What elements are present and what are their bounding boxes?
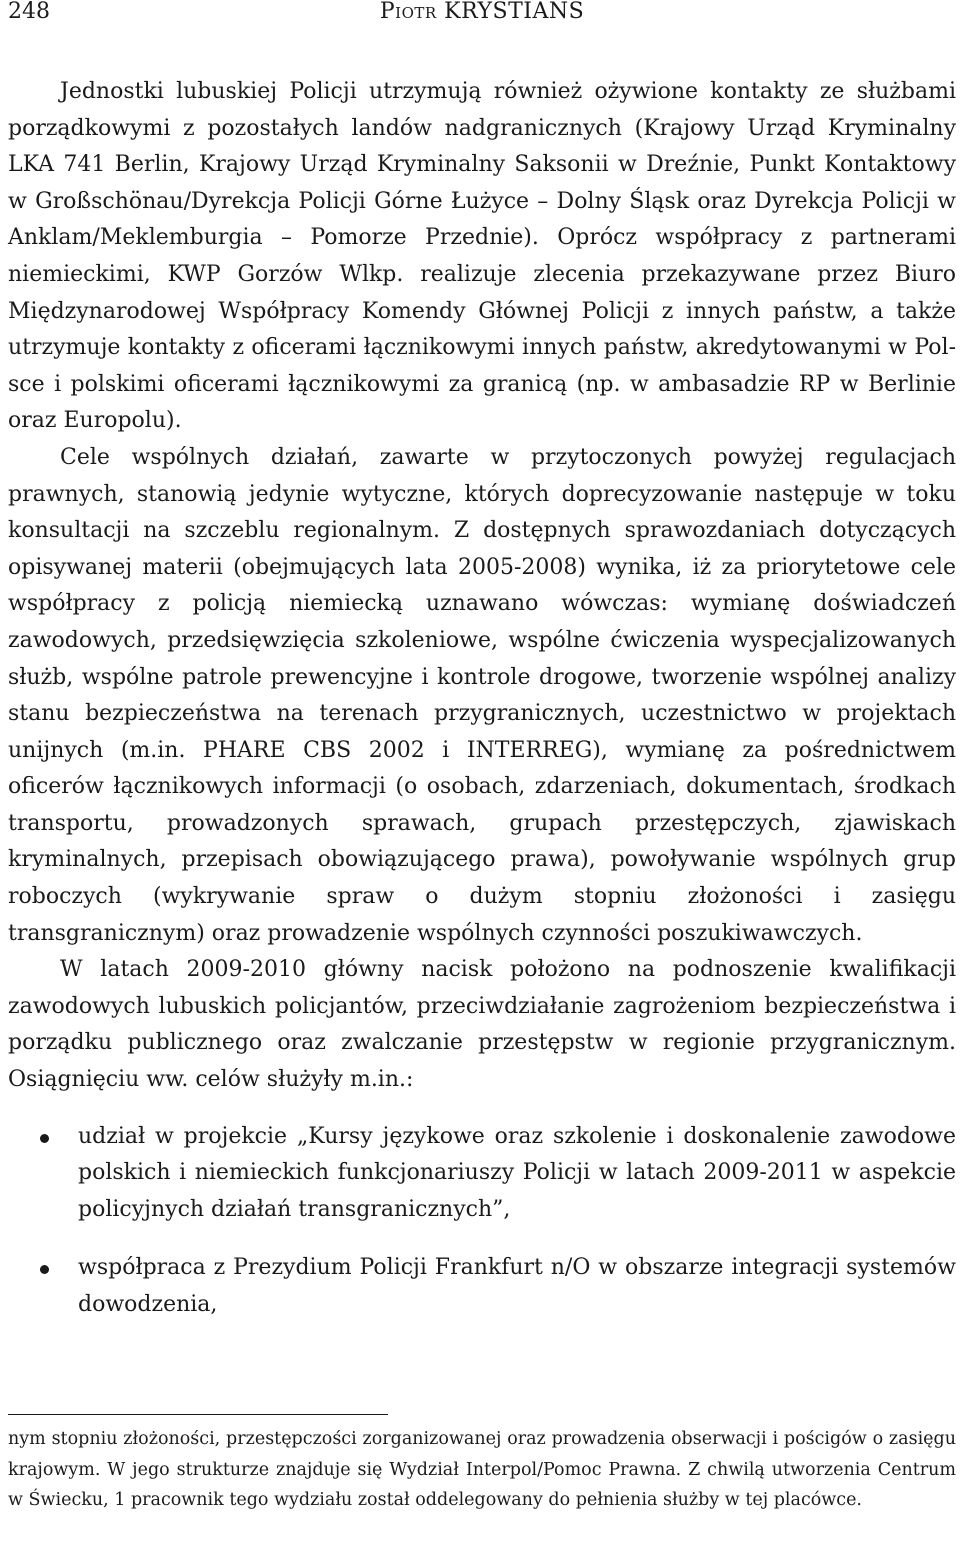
bullet-list — [8, 1119, 956, 1324]
paragraph: Cele wspólnych działań, zawarte w przytoczonych powyżej regulacjach prawnych, stanowią jedynie wytyczne, których doprecyzowanie następuje w toku konsultacji na szczeblu regionalnym. Z dostępnych sprawozdaniach dotyczących opisywanej materii (obejmujących lata 2005-2008) wynika, iż za priorytetowe cele współpracy z policją niemiecką uznawano wówczas: wymianę doświadczeń zawodowych, przedsięwzięcia szkoleniowe, wspólne ćwiczenia wyspecjalizowanych służb, wspólne patrole prewencyjne i kontrole drogowe, tworzenie wspólnej analizy stanu bezpieczeństwa na terenach przygranicznych, uczestnictwo w projektach unijnych (m.in. PHARE CBS 2002 i INTERREG), wymianę za pośrednictwem oficerów łącznikowych informacji (o osobach, zdarzeniach, dokumentach, środkach transportu, prowadzonych sprawach, grupach przestępczych, zjawiskach kryminalnych, przepisach obowiązującego prawa), powoływanie wspólnych grup roboczych (wykrywanie spraw o dużym stopniu złożoności i zasięgu transgranicznym) oraz prowadzenie wspólnych czynności poszukiwawczych. — [8, 444, 956, 946]
bullet-text: współpraca z Prezydium Policji Frankfurt n/O w obszarze integracji systemów dowodzenia, — [78, 1255, 956, 1317]
body-text — [8, 74, 956, 1346]
running-author: Piotr KRYSTIANS — [379, 0, 585, 24]
paragraph: Jednostki lubuskiej Policji utrzymują również ożywione kontakty ze służbami porządkowymi z pozostałych landów nadgranicznych (Krajowy Urząd Kryminalny LKA 741 Berlin, Krajowy Urząd Kryminalny Saksonii w Dreźnie, Punkt Kontaktowy w Großschönau/Dyrekcja Policji Górne Łużyce – Dolny Śląsk oraz Dyrekcja Policji w Anklam/Meklemburgia – Pomorze Przednie). Oprócz współpracy z partnerami niemieckimi, KWP Gorzów Wlkp. realizuje zlecenia przekazywane przez Biuro Międzynarodowej Współpracy Komendy Głównej Policji z innych państw, a także utrzymuje kontakty z oficerami łącznikowymi innych państw, akredytowanymi w Polsce i polskimi oficerami łącznikowymi za granicą (np. w ambasadzie RP w Berlinie oraz Europolu). — [8, 79, 956, 434]
bullet-icon — [40, 1134, 49, 1143]
page-number: 248 — [8, 0, 50, 24]
paragraph: W latach 2009-2010 główny nacisk położono na podnoszenie kwalifikacji zawodowych lubuskich policjantów, przeciwdziałanie zagrożeniom bezpieczeństwa i porządku publicznego oraz zwalczanie przestępstw w regionie przygranicznym. Osiągnięciu ww. celów służyły m.in.: — [8, 957, 956, 1093]
footnote-divider — [8, 1414, 388, 1415]
footnote: nym stopniu złożoności, przestępczości zorganizowanej oraz prowadzenia obserwacji i pościgów o zasięgu krajowym. W jego strukturze znajduje się Wydział Interpol/Pomoc Prawna. Z chwilą utworzenia Centrum w Świecku, 1 pracownik tego wydziału został oddelegowany do pełnienia służby w tej placówce. — [8, 1429, 956, 1510]
running-header — [8, 0, 956, 36]
document-page — [8, 0, 956, 1510]
bullet-item — [8, 1250, 956, 1323]
bullet-text: udział w projekcie „Kursy językowe oraz szkolenie i doskonalenie zawodowe polskich i niemieckich funkcjonariuszy Policji w latach 2009-2011 w aspekcie policyjnych działań transgranicznych”, — [78, 1123, 956, 1222]
bullet-item — [8, 1119, 956, 1229]
bullet-icon — [40, 1265, 49, 1274]
